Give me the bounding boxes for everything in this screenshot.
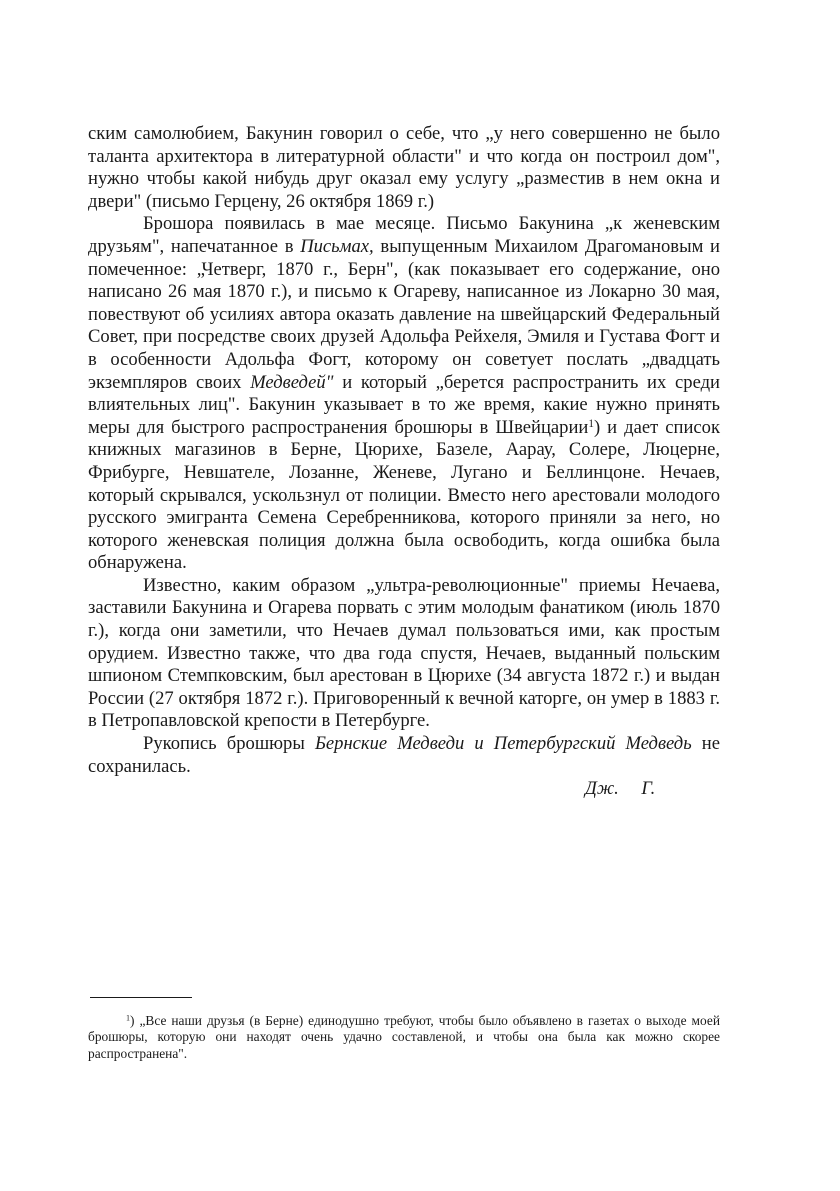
footnote-paragraph bbox=[88, 1013, 720, 1062]
paragraph-4-italic-title: Бернские Медведи и Петербургский Медведь bbox=[314, 733, 692, 755]
paragraph-2-text-3: и который „берется распространить их среди влиятельных лиц". Бакунин указывает в то же время, какие нужно принять меры для быстрого распространения брошюры в Швейцарии bbox=[88, 371, 720, 438]
footnote-reference: 1 bbox=[588, 417, 594, 430]
footnote bbox=[88, 1013, 720, 1062]
paragraph-4 bbox=[88, 733, 720, 778]
footnote-marker: 1 bbox=[126, 1013, 131, 1023]
paragraph-2-text-4: ) и дает список книжных магазинов в Берне, Цюрихе, Базеле, Аарау, Солере, Люцерне, Фрибурге, Невшателе, Лозанне, Женеве, Лугано и Беллинцоне. Нечаев, который скрывался, ускользнул от полиции. Вместо него арестовали молодого русского эмигранта Семена Серебренникова, которого приняли за него, но которого женевская полиция должна была освободить, когда ошибка была обнаружена. bbox=[88, 416, 721, 574]
paragraph-2-italic-1: Письмах, bbox=[300, 235, 374, 257]
paragraph-1: ским самолюбием, Бакунин говорил о себе, что „у него совершенно не было таланта архитектора в литературной области" и что когда он построил дом", нужно чтобы какой нибудь друг оказал ему услугу „разместив в нем окна и двери" (письмо Герцену, 26 октября 1869 г.) bbox=[88, 123, 720, 212]
document-body bbox=[88, 123, 720, 778]
paragraph-2-text-2: выпущенным Михаилом Драгомановым и помеченное: „Четверг, 1870 г., Берн", (как показывает его содержание, оно написано 26 мая 1870 г.), и письмо к Огареву, написанное из Локарно 30 мая, повествуют об усилиях автора оказать давление на швейцарский Федеральный Совет, при посредстве своих друзей Адольфа Рейхеля, Эмиля и Густава Фогт и в особенности Адольфа Фогт, которому он советует послать „двадцать экземпляров своих bbox=[88, 235, 720, 393]
paragraph-2-text-1: Брошора появилась в мае месяце. Письмо Бакунина „к женевским друзьям", напечатанное в bbox=[88, 213, 720, 257]
footnote-divider bbox=[90, 997, 192, 998]
paragraph-4-text-1: Рукопись брошюры bbox=[143, 733, 315, 755]
author-signature: Дж. Г. bbox=[585, 778, 656, 799]
paragraph-3: Известно, каким образом „ультра-революционные" приемы Нечаева, заставили Бакунина и Огарева порвать с этим молодым фанатиком (июль 1870 г.), когда они заметили, что Нечаев думал пользоваться ими, как простым орудием. Известно также, что два года спустя, Нечаев, выданный польским шпионом Стемпковским, был арестован в Цюрихе (34 августа 1872 г.) и выдан России (27 октября 1872 г.). Приговоренный к вечной каторге, он умер в 1883 г. в Петропавловской крепости в Петербурге. bbox=[88, 574, 720, 732]
paragraph-2 bbox=[88, 213, 720, 575]
paragraph-2-italic-2: Медведей" bbox=[250, 371, 334, 393]
footnote-text: ) „Все наши друзья (в Берне) единодушно требуют, чтобы было объявлено в газетах о выходе моей брошюры, которую они находят очень удачно составленой, и чтобы она была как можно скорее распространена". bbox=[88, 1013, 720, 1061]
paragraph-4-text-2: не сохранилась. bbox=[88, 733, 721, 777]
